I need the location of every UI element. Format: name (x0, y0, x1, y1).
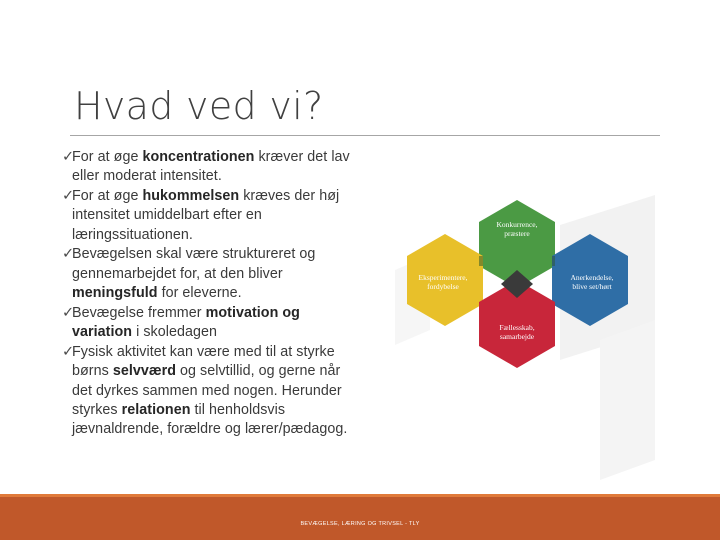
bullet-item (62, 343, 362, 439)
bullet-text: For at øge (72, 188, 143, 205)
hex-label-eksperimentere-1: Eksperimentere, (418, 273, 468, 282)
hex-label-anerkendelse-2: blive set/hørt (572, 282, 612, 291)
bullet-emphasis: relationen (121, 401, 191, 418)
bullet-emphasis: hukommelsen (142, 188, 240, 205)
bullet-text: Bevægelse fremmer (72, 304, 206, 321)
hex-label-faellesskab-1: Fællesskab, (499, 323, 535, 332)
hex-label-konkurrence-1: Konkurrence, (496, 220, 538, 229)
checkmark-icon: ✓ (62, 246, 75, 263)
bullet-text: Fysisk aktivitet kan være med til at styrke børns (72, 343, 335, 380)
hex-label-anerkendelse-1: Anerkendelse, (570, 273, 614, 282)
bullet-text: kræves der høj intensitet umiddelbart efter en læringssituationen. (72, 188, 340, 243)
bullet-item (62, 148, 362, 187)
bullet-emphasis: motivation og variation (72, 304, 300, 341)
bullet-text: og selvtillid, og gerne når det dyrkes sammen med nogen. Herunder styrkes (72, 363, 342, 418)
bullet-text: For at øge (72, 149, 143, 165)
hex-label-faellesskab-2: samarbejde (499, 332, 535, 341)
checkmark-icon: ✓ (62, 188, 75, 205)
bullet-text: kræver det lav eller moderat intensitet. (72, 149, 350, 185)
footer-text: BEVÆGELSE, LÆRING OG TRIVSEL - TLY (300, 521, 420, 527)
bullet-list (62, 148, 362, 440)
checkmark-icon: ✓ (62, 304, 75, 321)
bullet-item (62, 304, 362, 343)
title-divider (70, 135, 660, 136)
bullet-emphasis: meningsfuld (72, 285, 158, 302)
checkmark-icon: ✓ (62, 149, 75, 165)
hex-label-eksperimentere-2: fordybelse (427, 282, 459, 291)
bullet-item (62, 245, 362, 303)
bullet-text: til henholdsvis jævnaldrende, forældre og lærer/pædagog. (72, 401, 348, 438)
bullet-text: i skoledagen (132, 324, 217, 341)
bullet-text: for eleverne. (157, 285, 242, 302)
hex-label-konkurrence-2: præstere (504, 229, 530, 238)
bullet-emphasis: selvværd (112, 363, 177, 380)
bullet-text: Bevægelsen skal være struktureret og gennemarbejdet for, at den bliver (72, 246, 316, 282)
bullet-item (62, 187, 362, 245)
slide-title: Hvad ved vi? (74, 84, 324, 128)
checkmark-icon: ✓ (62, 343, 75, 360)
bullet-emphasis: koncentrationen (142, 149, 255, 165)
hexagon-diagram (405, 190, 630, 370)
footer-bar (0, 497, 720, 540)
